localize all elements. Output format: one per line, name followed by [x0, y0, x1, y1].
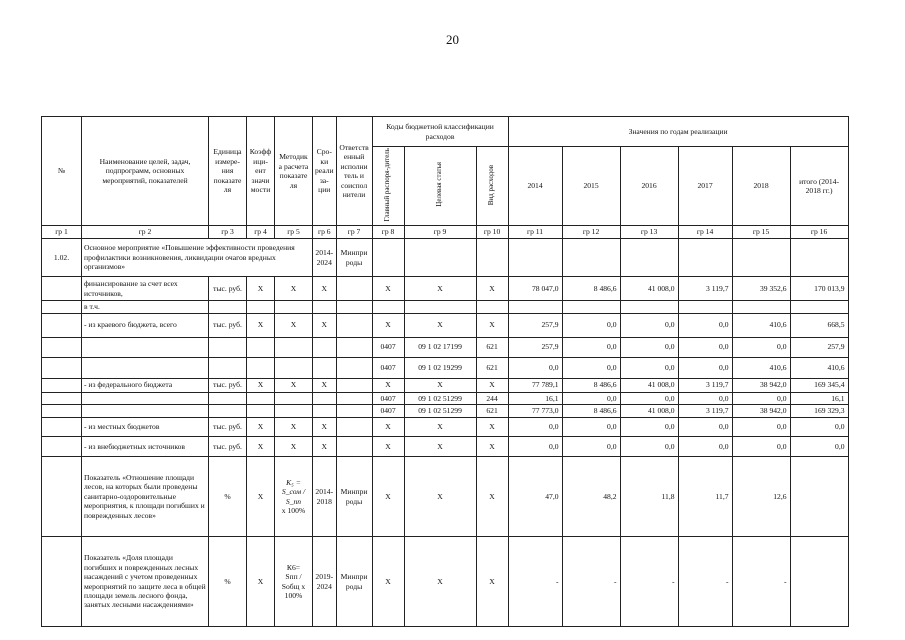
row-unit — [209, 301, 247, 313]
col-number: гр 1 — [42, 226, 82, 239]
row-method — [275, 392, 313, 404]
row-coef — [247, 301, 275, 313]
header-row — [42, 117, 849, 147]
header-year-2017: 2017 — [678, 147, 732, 226]
header-code-type: Вид расходов — [476, 147, 508, 226]
indicator-term: 2019-2024 — [313, 537, 337, 627]
row-value: 8 486,6 — [562, 405, 620, 418]
row-value: 0,0 — [508, 437, 562, 457]
indicator-number — [42, 537, 82, 627]
row-value: 0,0 — [620, 418, 678, 437]
indicator-coef: X — [247, 537, 275, 627]
row-value: 0,0 — [620, 392, 678, 404]
row-unit: тыс. руб. — [209, 313, 247, 337]
row-code-article: X — [404, 418, 476, 437]
method-line: Sпп / — [285, 572, 302, 582]
row-value — [732, 301, 790, 313]
row-value: 3 119,7 — [678, 405, 732, 418]
row-code-article: 09 1 02 51299 — [404, 405, 476, 418]
row-responsible — [336, 418, 372, 437]
indicator-row — [42, 537, 849, 627]
method-line: К₅ = — [286, 477, 301, 487]
header-term: Сро-ки реали за-ции — [313, 117, 337, 226]
table-row — [42, 277, 849, 301]
row-code-main: 0407 — [372, 337, 404, 357]
row-term: X — [313, 277, 337, 301]
indicator-name: Показатель «Доля площади погибших и поврежденных лесных насаждений с учетом проведенных мероприятий по защите леса в общей площади земель лесного фонда, занятых лесными насаждениями» — [82, 537, 209, 627]
row-code-main: 0407 — [372, 405, 404, 418]
row-responsible — [336, 313, 372, 337]
row-code-type: X — [476, 277, 508, 301]
row-responsible — [336, 337, 372, 357]
table-row — [42, 337, 849, 357]
header-method: Методик а расчета показате ля — [275, 117, 313, 226]
row-coef — [247, 405, 275, 418]
row-name: в т.ч. — [82, 301, 209, 313]
row-value: 78 047,0 — [508, 277, 562, 301]
row-value: 3 119,7 — [678, 378, 732, 392]
col-number: гр 14 — [678, 226, 732, 239]
measure-responsible: Минпри роды — [336, 239, 372, 277]
row-value: 8 486,6 — [562, 277, 620, 301]
table-row — [42, 357, 849, 378]
row-coef: X — [247, 378, 275, 392]
row-number — [42, 378, 82, 392]
indicator-value: 11,7 — [678, 457, 732, 537]
indicator-value: - — [508, 537, 562, 627]
header-code-main: Главный распоря-дитель — [372, 147, 404, 226]
indicator-responsible: Минпри роды — [336, 537, 372, 627]
row-value: 38 942,0 — [732, 378, 790, 392]
row-responsible — [336, 437, 372, 457]
row-value: 0,0 — [678, 437, 732, 457]
indicator-value — [790, 537, 848, 627]
row-unit: тыс. руб. — [209, 277, 247, 301]
col-number: гр 15 — [732, 226, 790, 239]
row-method — [275, 301, 313, 313]
row-code-type: X — [476, 418, 508, 437]
col-number: гр 2 — [82, 226, 209, 239]
row-code-article: X — [404, 378, 476, 392]
row-value: 38 942,0 — [732, 405, 790, 418]
row-code-type: 244 — [476, 392, 508, 404]
row-value: 0,0 — [620, 437, 678, 457]
method-line: x 100% — [281, 505, 306, 515]
row-responsible — [336, 392, 372, 404]
measure-row — [42, 239, 849, 277]
indicator-method — [275, 457, 313, 537]
row-number — [42, 392, 82, 404]
row-coef: X — [247, 418, 275, 437]
row-value: 77 789,1 — [508, 378, 562, 392]
row-name: - из краевого бюджета, всего — [82, 313, 209, 337]
row-value: 668,5 — [790, 313, 848, 337]
indicator-code-type: X — [476, 457, 508, 537]
indicator-name: Показатель «Отношение площади лесов, на которых были проведены санитарно-оздоровительные мероприятия, к площади погибших и поврежденных лесов» — [82, 457, 209, 537]
indicator-code-article: X — [404, 537, 476, 627]
row-name — [82, 357, 209, 378]
indicator-value: 48,2 — [562, 457, 620, 537]
row-value — [562, 301, 620, 313]
row-code-type — [476, 301, 508, 313]
row-value: 3 119,7 — [678, 277, 732, 301]
indicator-value: - — [732, 537, 790, 627]
row-code-type: 621 — [476, 337, 508, 357]
col-number: гр 9 — [404, 226, 476, 239]
row-value: 16,1 — [790, 392, 848, 404]
col-number: гр 7 — [336, 226, 372, 239]
row-code-main: 0407 — [372, 392, 404, 404]
header-year-2014: 2014 — [508, 147, 562, 226]
row-value: 0,0 — [562, 337, 620, 357]
row-coef — [247, 357, 275, 378]
row-value: 0,0 — [732, 418, 790, 437]
row-coef — [247, 337, 275, 357]
row-number — [42, 277, 82, 301]
col-number: гр 16 — [790, 226, 848, 239]
row-coef: X — [247, 437, 275, 457]
row-name: финансирование за счет всех источников, — [82, 277, 209, 301]
indicator-value: - — [678, 537, 732, 627]
row-term — [313, 392, 337, 404]
indicator-code-main: X — [372, 457, 404, 537]
method-line: 100% — [284, 590, 303, 600]
row-code-main — [372, 301, 404, 313]
row-method: X — [275, 437, 313, 457]
indicator-value — [790, 457, 848, 537]
row-term — [313, 357, 337, 378]
row-value: 257,9 — [508, 337, 562, 357]
row-value: 41 008,0 — [620, 378, 678, 392]
row-value: 170 013,9 — [790, 277, 848, 301]
indicator-value: - — [620, 537, 678, 627]
row-unit: тыс. руб. — [209, 437, 247, 457]
row-unit — [209, 405, 247, 418]
row-responsible — [336, 357, 372, 378]
row-responsible — [336, 301, 372, 313]
indicator-coef: X — [247, 457, 275, 537]
row-method — [275, 337, 313, 357]
row-code-article: 09 1 02 51299 — [404, 392, 476, 404]
table-row — [42, 392, 849, 404]
row-value: 8 486,6 — [562, 378, 620, 392]
row-value: 0,0 — [620, 337, 678, 357]
row-method: X — [275, 313, 313, 337]
row-code-type: 621 — [476, 357, 508, 378]
row-value: 0,0 — [678, 313, 732, 337]
row-value: 39 352,6 — [732, 277, 790, 301]
row-code-article: X — [404, 313, 476, 337]
row-coef: X — [247, 313, 275, 337]
measure-name: Основное мероприятие «Повышение эффективности проведения профилактики возникновения, ликвидации очагов вредных организмов» — [82, 239, 313, 277]
row-value: 410,6 — [790, 357, 848, 378]
row-value: 0,0 — [678, 392, 732, 404]
row-code-main: X — [372, 418, 404, 437]
row-value: 169 329,3 — [790, 405, 848, 418]
row-name — [82, 337, 209, 357]
indicator-value: - — [562, 537, 620, 627]
row-name — [82, 405, 209, 418]
row-name: - из внебюджетных источников — [82, 437, 209, 457]
row-value: 0,0 — [678, 418, 732, 437]
row-method: X — [275, 378, 313, 392]
table-row — [42, 378, 849, 392]
row-value: 41 008,0 — [620, 277, 678, 301]
row-coef — [247, 392, 275, 404]
table-row — [42, 405, 849, 418]
row-code-article: 09 1 02 19299 — [404, 357, 476, 378]
header-unit: Единица измере-ния показате ля — [209, 117, 247, 226]
col-number: гр 3 — [209, 226, 247, 239]
row-value: 0,0 — [732, 392, 790, 404]
indicator-term: 2014-2018 — [313, 457, 337, 537]
header-coef: Коэфф ици-ент значи мости — [247, 117, 275, 226]
indicator-unit: % — [209, 457, 247, 537]
row-method — [275, 357, 313, 378]
row-unit: тыс. руб. — [209, 418, 247, 437]
row-method: X — [275, 418, 313, 437]
row-term — [313, 301, 337, 313]
row-value: 0,0 — [562, 357, 620, 378]
row-number — [42, 357, 82, 378]
header-year-2015: 2015 — [562, 147, 620, 226]
col-number: гр 10 — [476, 226, 508, 239]
row-responsible — [336, 405, 372, 418]
indicator-number — [42, 457, 82, 537]
table-row — [42, 418, 849, 437]
col-number: гр 4 — [247, 226, 275, 239]
col-number: гр 11 — [508, 226, 562, 239]
header-no: № — [42, 117, 82, 226]
row-method: X — [275, 277, 313, 301]
row-name — [82, 392, 209, 404]
header-budget-codes: Коды бюджетной классификации расходов — [372, 117, 508, 147]
row-value: 0,0 — [790, 418, 848, 437]
row-code-article: 09 1 02 17199 — [404, 337, 476, 357]
row-value — [508, 301, 562, 313]
row-term: X — [313, 418, 337, 437]
row-number — [42, 337, 82, 357]
col-number: гр 12 — [562, 226, 620, 239]
row-value: 0,0 — [678, 357, 732, 378]
row-value: 0,0 — [562, 392, 620, 404]
row-coef: X — [247, 277, 275, 301]
row-unit — [209, 337, 247, 357]
row-responsible — [336, 277, 372, 301]
col-number: гр 8 — [372, 226, 404, 239]
row-code-article: X — [404, 277, 476, 301]
row-value: 77 773,0 — [508, 405, 562, 418]
row-number — [42, 313, 82, 337]
row-code-main: X — [372, 378, 404, 392]
row-name: - из федерального бюджета — [82, 378, 209, 392]
indicator-method — [275, 537, 313, 627]
row-value — [790, 301, 848, 313]
row-value: 0,0 — [562, 418, 620, 437]
row-method — [275, 405, 313, 418]
table-row — [42, 437, 849, 457]
row-value: 0,0 — [508, 357, 562, 378]
row-code-type: X — [476, 378, 508, 392]
method-line: К6= — [286, 562, 301, 572]
row-value — [678, 301, 732, 313]
row-value: 41 008,0 — [620, 405, 678, 418]
row-name: - из местных бюджетов — [82, 418, 209, 437]
indicator-row — [42, 457, 849, 537]
row-value: 0,0 — [620, 357, 678, 378]
row-value: 0,0 — [620, 313, 678, 337]
row-code-main: X — [372, 277, 404, 301]
row-value: 257,9 — [508, 313, 562, 337]
page-number: 20 — [446, 32, 459, 47]
row-value: 410,6 — [732, 357, 790, 378]
header-values-title: Значения по годам реализации — [508, 117, 848, 147]
row-code-main: X — [372, 313, 404, 337]
indicator-value: 11,8 — [620, 457, 678, 537]
col-number: гр 5 — [275, 226, 313, 239]
budget-table — [41, 116, 849, 627]
financing-rows — [42, 277, 849, 457]
row-value: 0,0 — [678, 337, 732, 357]
indicator-code-main: X — [372, 537, 404, 627]
indicator-code-type: X — [476, 537, 508, 627]
method-line: S_сом / S_пп — [281, 487, 306, 506]
row-term: X — [313, 437, 337, 457]
row-value: 0,0 — [562, 437, 620, 457]
indicator-code-article: X — [404, 457, 476, 537]
table-row — [42, 313, 849, 337]
row-unit — [209, 392, 247, 404]
row-term: X — [313, 378, 337, 392]
method-line: Sобщ x — [281, 581, 306, 591]
row-responsible — [336, 378, 372, 392]
row-value: 0,0 — [790, 437, 848, 457]
header-responsible: Ответств енный исполни тель и соиспол нители — [336, 117, 372, 226]
row-value: 0,0 — [562, 313, 620, 337]
row-term — [313, 405, 337, 418]
col-number: гр 13 — [620, 226, 678, 239]
row-code-type: X — [476, 313, 508, 337]
header-name: Наименование целей, задач, подпрограмм, основных мероприятий, показателей — [82, 117, 209, 226]
row-number — [42, 418, 82, 437]
row-code-main: X — [372, 437, 404, 457]
row-value: 410,6 — [732, 313, 790, 337]
row-value: 16,1 — [508, 392, 562, 404]
row-code-article: X — [404, 437, 476, 457]
row-value — [620, 301, 678, 313]
row-code-type: X — [476, 437, 508, 457]
col-number: гр 6 — [313, 226, 337, 239]
row-code-article — [404, 301, 476, 313]
header-year-2016: 2016 — [620, 147, 678, 226]
row-term — [313, 337, 337, 357]
row-number — [42, 437, 82, 457]
indicator-responsible: Минпри роды — [336, 457, 372, 537]
row-code-type: 621 — [476, 405, 508, 418]
indicator-value: 47,0 — [508, 457, 562, 537]
row-term: X — [313, 313, 337, 337]
row-unit: тыс. руб. — [209, 378, 247, 392]
indicator-unit: % — [209, 537, 247, 627]
header-code-article: Целевая статья — [404, 147, 476, 226]
row-number — [42, 301, 82, 313]
measure-term: 2014-2024 — [313, 239, 337, 277]
row-value: 0,0 — [732, 437, 790, 457]
indicator-rows — [42, 457, 849, 627]
row-value: 0,0 — [732, 337, 790, 357]
measure-number: 1.02. — [42, 239, 82, 277]
row-number — [42, 405, 82, 418]
table-row — [42, 301, 849, 313]
row-code-main: 0407 — [372, 357, 404, 378]
row-unit — [209, 357, 247, 378]
indicator-value: 12,6 — [732, 457, 790, 537]
row-value: 169 345,4 — [790, 378, 848, 392]
header-year-2018: 2018 — [732, 147, 790, 226]
row-value: 0,0 — [508, 418, 562, 437]
header-year-total: итого (2014-2018 гг.) — [790, 147, 848, 226]
row-value: 257,9 — [790, 337, 848, 357]
column-numbers-row — [42, 226, 849, 239]
